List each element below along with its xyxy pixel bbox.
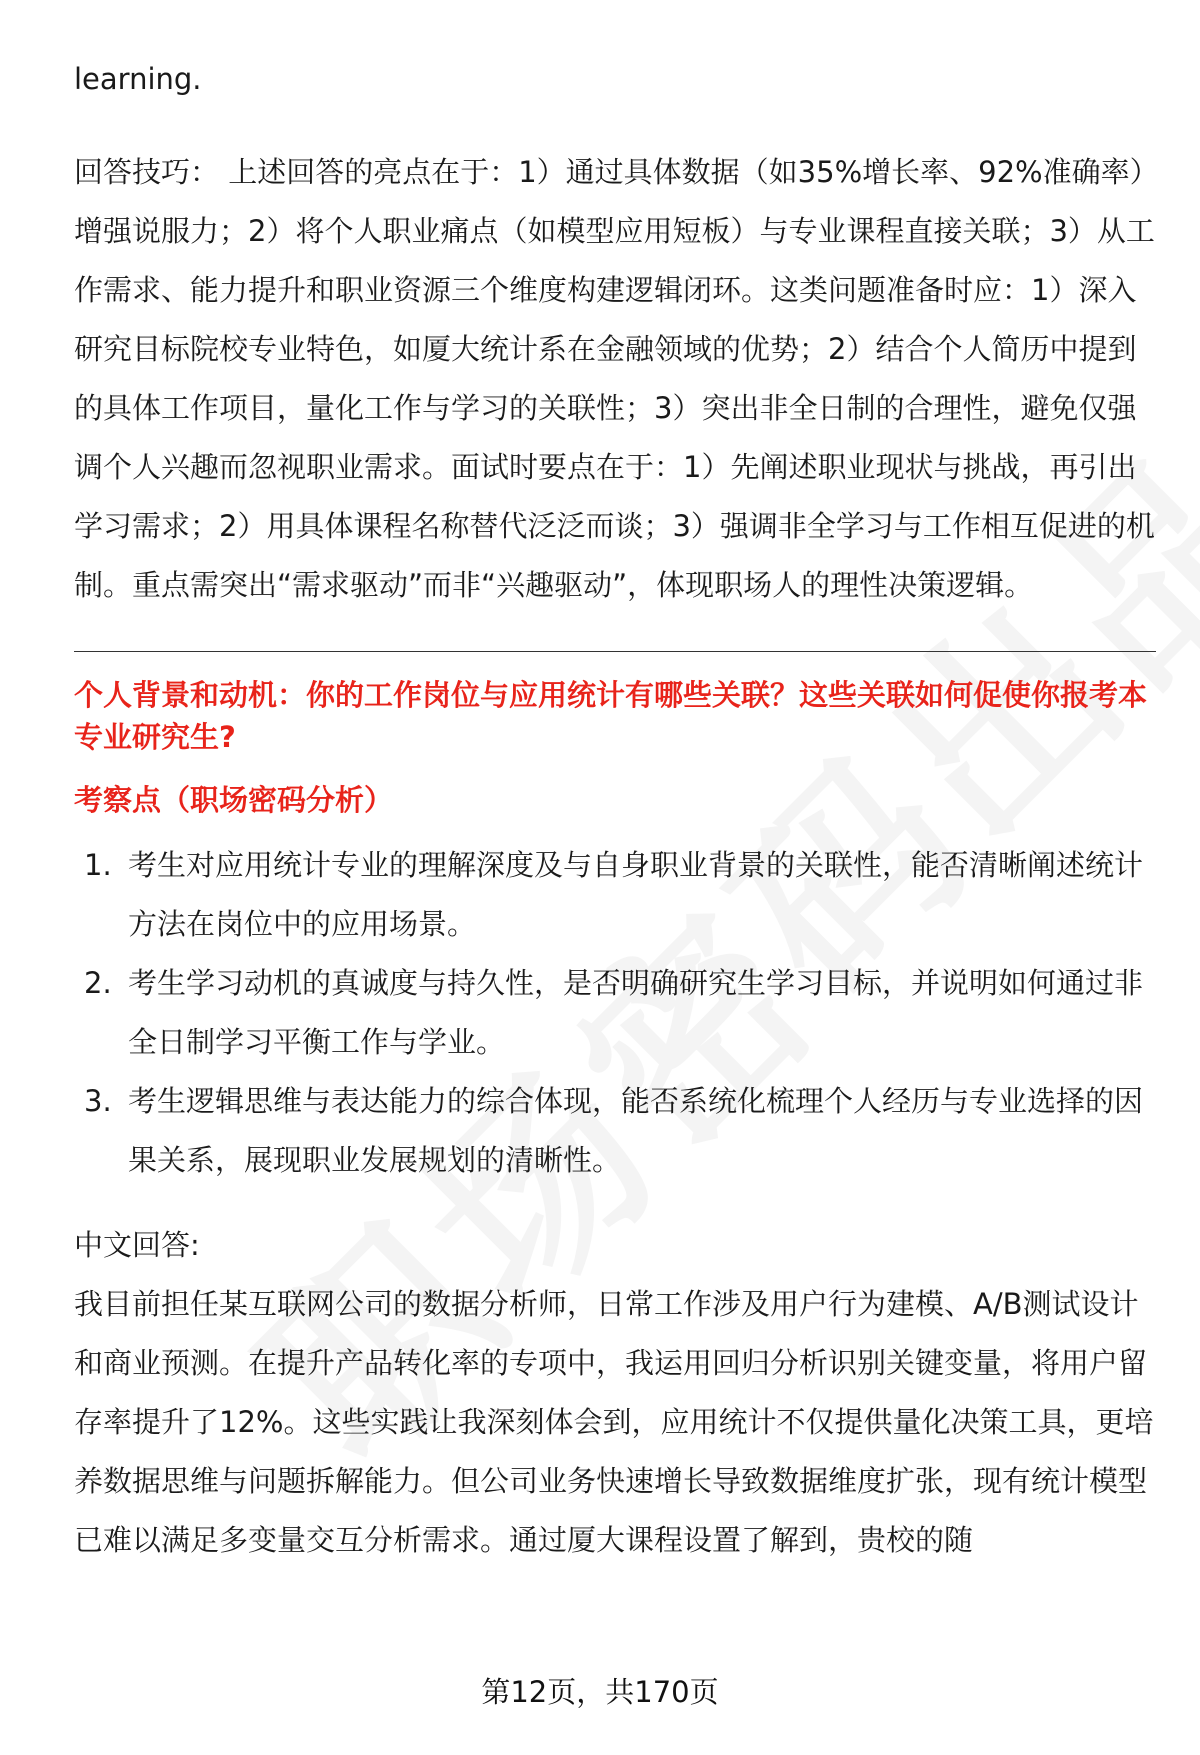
list-item bbox=[74, 836, 1156, 954]
list-item bbox=[74, 1072, 1156, 1190]
analysis-points-list bbox=[74, 836, 1156, 1190]
answer-label: 中文回答: bbox=[74, 1228, 200, 1262]
list-item-text: 考生对应用统计专业的理解深度及与自身职业背景的关联性，能否清晰阐述统计方法在岗位中的应用场景。 bbox=[128, 848, 1144, 941]
page-number-footer: 第12页，共170页 bbox=[481, 1675, 719, 1709]
continuation-text: learning. bbox=[74, 62, 202, 96]
answer-tips-paragraph: 回答技巧： 上述回答的亮点在于：1）通过具体数据（如35%增长率、92%准确率）增强说服力；2）将个人职业痛点（如模型应用短板）与专业课程直接关联；3）从工作需求、能力提升和职业资源三个维度构建逻辑闭环。这类问题准备时应：1）深入研究目标院校专业特色，如厦大统计系在金融领域的优势；2）结合个人简历中提到的具体工作项目，量化工作与学习的关联性；3）突出非全日制的合理性，避免仅强调个人兴趣而忽视职业需求。面试时要点在于：1）先阐述职业现状与挑战，再引出学习需求；2）用具体课程名称替代泛泛而谈；3）强调非全学习与工作相互促进的机制。重点需突出“需求驱动”而非“兴趣驱动”，体现职场人的理性决策逻辑。 bbox=[74, 155, 1155, 602]
list-item-text: 考生逻辑思维与表达能力的综合体现，能否系统化梳理个人经历与专业选择的因果关系，展现职业发展规划的清晰性。 bbox=[128, 1084, 1144, 1177]
list-item-text: 考生学习动机的真诚度与持久性，是否明确研究生学习目标，并说明如何通过非全日制学习平衡工作与学业。 bbox=[128, 966, 1144, 1059]
answer-paragraph: 我目前担任某互联网公司的数据分析师，日常工作涉及用户行为建模、A/B测试设计和商业预测。在提升产品转化率的专项中，我运用回归分析识别关键变量，将用户留存率提升了12%。这些实践让我深刻体会到，应用统计不仅提供量化决策工具，更培养数据思维与问题拆解能力。但公司业务快速增长导致数据维度扩张，现有统计模型已难以满足多变量交互分析需求。通过厦大课程设置了解到，贵校的随 bbox=[74, 1287, 1154, 1557]
analysis-subheading: 考察点（职场密码分析） bbox=[74, 783, 394, 817]
question-heading: 个人背景和动机：你的工作岗位与应用统计有哪些关联？这些关联如何促使你报考本专业研究生? bbox=[74, 678, 1148, 754]
list-item bbox=[74, 954, 1156, 1072]
list-item-number: 1. bbox=[84, 848, 112, 882]
page-content bbox=[74, 50, 1156, 1570]
list-item-number: 3. bbox=[84, 1084, 112, 1118]
list-item-number: 2. bbox=[84, 966, 112, 1000]
section-divider bbox=[74, 651, 1156, 652]
